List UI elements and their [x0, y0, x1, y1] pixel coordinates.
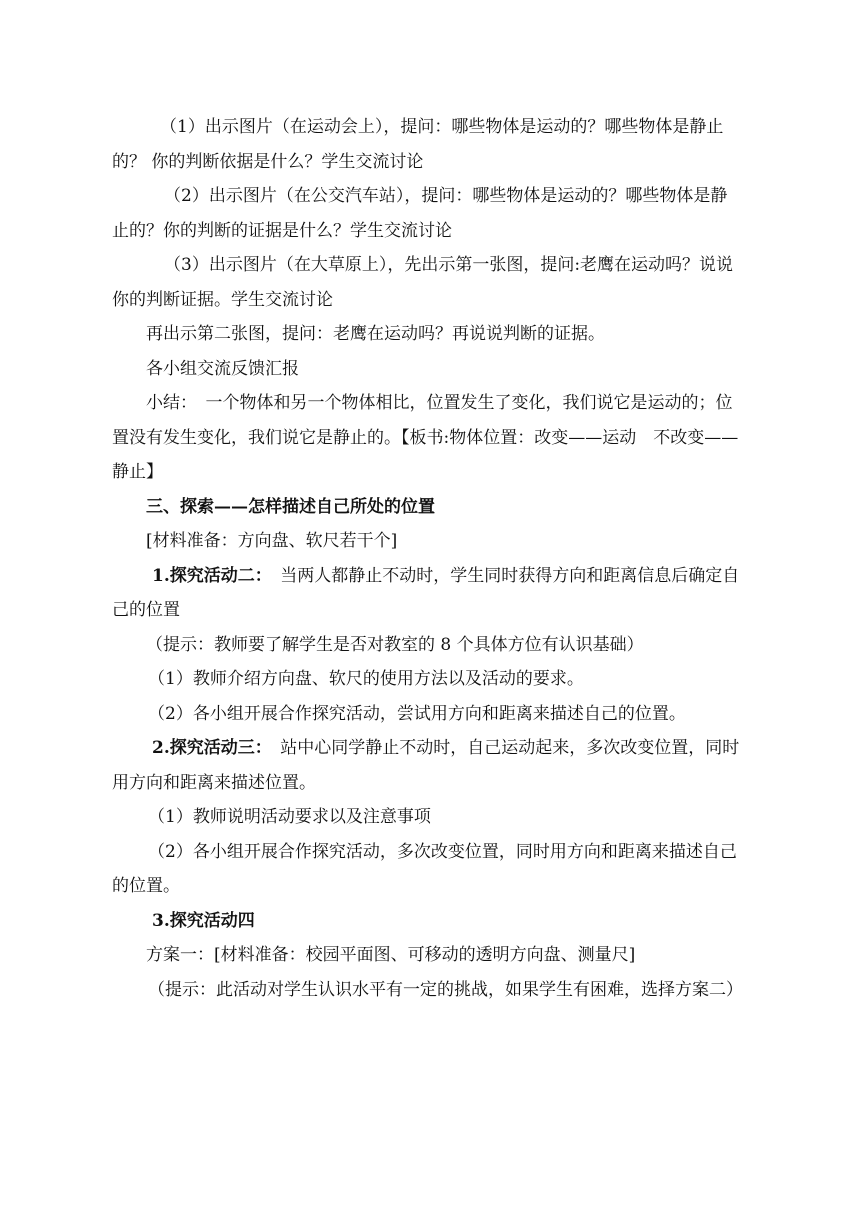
paragraph-hint-directions: （提示：教师要了解学生是否对教室的 8 个具体方位有认识基础）: [146, 634, 644, 655]
paragraph-sports-meet: （1）出示图片（在运动会上），提问：哪些物体是运动的？哪些物体是静止的？ 你的判断依据是什么？学生交流讨论: [112, 117, 724, 172]
paragraph-materials: [材料准备：方向盘、软尺若干个]: [146, 531, 398, 551]
paragraph-group-report: 各小组交流反馈汇报: [146, 358, 299, 379]
activity-three-text: 站中心同学静止不动时，自己运动起来，多次改变位置，同时用方向和距离来描述位置。: [112, 738, 740, 793]
paragraph-group-explore: （2）各小组开展合作探究活动，尝试用方向和距离来描述自己的位置。: [148, 703, 686, 724]
paragraph-hint-challenge: （提示：此活动对学生认识水平有一定的挑战，如果学生有困难，选择方案二）: [148, 979, 743, 1000]
paragraph-second-image: 再出示第二张图，提问：老鹰在运动吗？再说说判断的证据。: [146, 324, 605, 344]
activity-two-text: 当两人都静止不动时，学生同时获得方向和距离信息后确定自己的位置: [112, 565, 740, 620]
paragraph-teacher-rules: （1）教师说明活动要求以及注意事项: [148, 807, 431, 827]
document-body: [112, 110, 742, 1007]
activity-four-heading: 3.探究活动四: [152, 910, 255, 931]
paragraph-plan-one: 方案一：[材料准备：校园平面图、可移动的透明方向盘、测量尺]: [146, 945, 636, 965]
paragraph-activity-two: [112, 559, 742, 628]
section-heading: 三、探索——怎样描述自己所处的位置: [146, 496, 435, 517]
paragraph-bus-station: （2）出示图片（在公交汽车站），提问：哪些物体是运动的？哪些物体是静止的？你的判断的证据是什么？学生交流讨论: [112, 186, 728, 241]
activity-three-label: 2.探究活动三：: [152, 738, 264, 758]
activity-two-label: 1.探究活动二：: [152, 565, 264, 586]
paragraph-teacher-intro: （1）教师介绍方向盘、软尺的使用方法以及活动的要求。: [148, 669, 584, 689]
paragraph-grassland: （3）出示图片（在大草原上），先出示第一张图，提问:老鹰在运动吗？说说你的判断证据。学生交流讨论: [112, 255, 734, 310]
paragraph-activity-three: [112, 731, 742, 800]
paragraph-summary: 小结： 一个物体和另一个物体相比，位置发生了变化，我们说它是运动的；位置没有发生变化，我们说它是静止的。【板书:物体位置：改变——运动 不改变——静止】: [112, 393, 739, 482]
paragraph-group-move: （2）各小组开展合作探究活动，多次改变位置，同时用方向和距离来描述自己的位置。: [112, 841, 737, 896]
